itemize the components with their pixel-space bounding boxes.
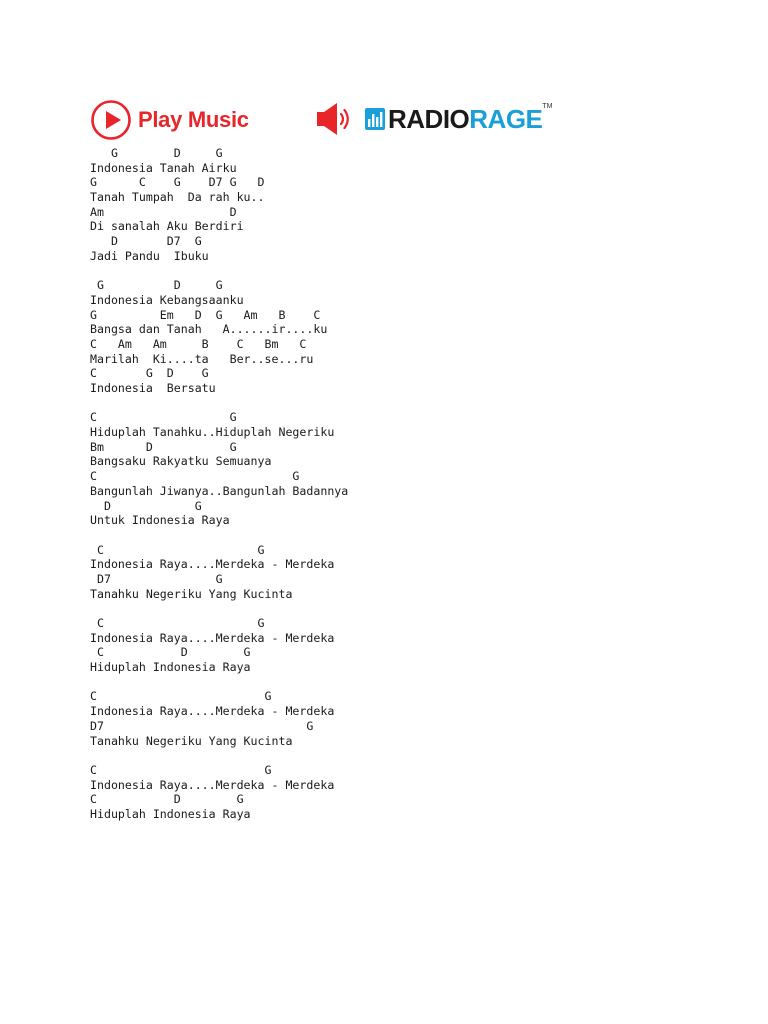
play-music-label: Play Music xyxy=(138,107,249,132)
lyric-line: Indonesia Raya....Merdeka - Merdeka xyxy=(90,630,335,645)
lyric-line: Indonesia Tanah Airku xyxy=(90,160,237,175)
lyric-line: Indonesia Raya....Merdeka - Merdeka xyxy=(90,777,335,792)
chord-line: C G xyxy=(90,616,265,630)
blank-line xyxy=(90,601,348,616)
chord-line: C Am Am B C Bm C xyxy=(90,336,307,351)
lyric-line: Hiduplah Tanahku..Hiduplah Negeriku xyxy=(90,425,335,440)
chord-line: D7 G xyxy=(90,571,223,586)
lyric-line: Bangunlah Jiwanya..Bangunlah Badannya xyxy=(90,483,349,498)
equalizer-icon xyxy=(365,108,385,130)
chord-line: G Em D G Am B C xyxy=(90,307,321,322)
lyric-line: Bangsaku Rakyatku Semuanya xyxy=(90,454,272,469)
radiorage-logo xyxy=(365,103,553,134)
lyric-line: Bangsa dan Tanah A......ir....ku xyxy=(90,322,328,337)
play-button-icon xyxy=(90,99,132,141)
chord-line: C G xyxy=(90,689,272,704)
lyric-line: Indonesia Bersatu xyxy=(90,381,216,395)
lyric-line: Tanahku Negeriku Yang Kucinta xyxy=(90,733,293,748)
chord-line: G C G D7 G D xyxy=(90,175,265,190)
chord-line: G D G xyxy=(90,278,223,293)
chord-line: C G D G xyxy=(90,366,209,381)
lyric-line: Jadi Pandu Ibuku xyxy=(90,248,209,263)
chord-line: C G xyxy=(90,762,272,777)
lyric-line: Indonesia Kebangsaanku xyxy=(90,292,244,307)
lyric-line: Hiduplah Indonesia Raya xyxy=(90,806,251,821)
lyric-line: Indonesia Raya....Merdeka - Merdeka xyxy=(90,704,335,719)
chord-line: C D G xyxy=(90,645,251,660)
chord-line: Am D xyxy=(90,204,237,219)
chord-line: Bm D G xyxy=(90,439,237,454)
header xyxy=(90,96,590,144)
blank-line xyxy=(90,264,348,279)
chord-line: C G xyxy=(90,410,237,425)
chord-line: D G xyxy=(90,498,202,513)
radiorage-link[interactable] xyxy=(315,96,553,142)
lyric-line: Tanah Tumpah Da rah ku.. xyxy=(90,190,265,205)
chord-line: C G xyxy=(90,542,265,557)
blank-line xyxy=(90,528,348,543)
lyric-line: Marilah Ki....ta Ber..se...ru xyxy=(90,351,314,366)
chord-line: G D G xyxy=(90,146,223,160)
lyric-line: Indonesia Raya....Merdeka - Merdeka xyxy=(90,557,335,572)
lyric-line: Di sanalah Aku Berdiri xyxy=(90,219,244,234)
blank-line xyxy=(90,675,348,690)
blank-line xyxy=(90,748,348,763)
chord-line: D7 G xyxy=(90,718,314,733)
lyric-line: Tanahku Negeriku Yang Kucinta xyxy=(90,586,293,601)
play-music-button[interactable] xyxy=(90,98,249,142)
radiorage-wordmark: RADIORAGE xyxy=(388,104,543,134)
chord-sheet xyxy=(90,146,348,822)
chord-line: C D G xyxy=(90,792,244,807)
lyric-line: Untuk Indonesia Raya xyxy=(90,513,230,528)
trademark-mark: TM xyxy=(542,103,553,110)
chord-line: D D7 G xyxy=(90,234,202,249)
lyric-line: Hiduplah Indonesia Raya xyxy=(90,660,251,675)
blank-line xyxy=(90,396,348,411)
speaker-icon xyxy=(315,97,355,141)
chord-line: C G xyxy=(90,469,300,484)
